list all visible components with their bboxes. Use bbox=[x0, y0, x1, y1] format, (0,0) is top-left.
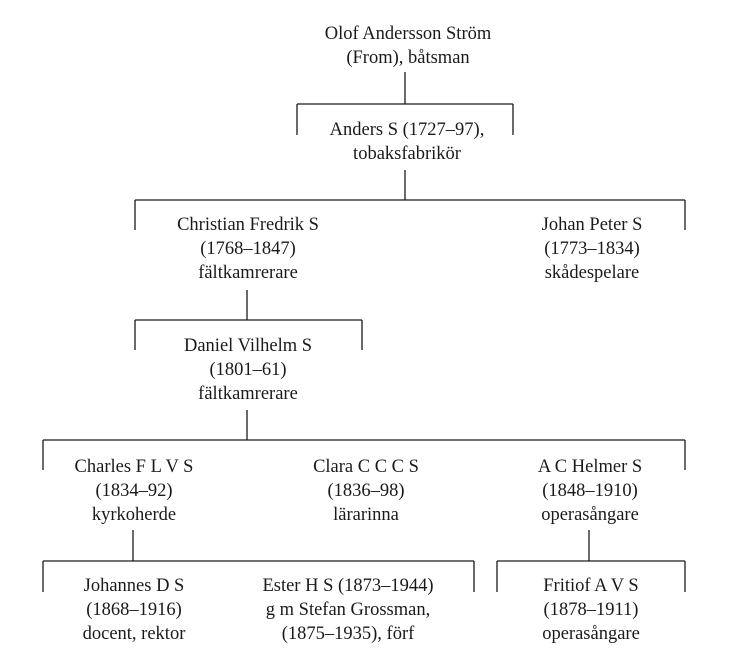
person-name: Clara C C C S bbox=[313, 457, 419, 477]
person-name: Christian Fredrik S bbox=[177, 215, 319, 235]
person-name: A C Helmer S bbox=[537, 457, 643, 477]
person-spouse-detail: (1875–1935), förf bbox=[281, 624, 415, 644]
person-daniel-vilhelm-s bbox=[184, 334, 312, 406]
person-christian-fredrik-s bbox=[177, 213, 319, 285]
person-anders-s bbox=[330, 118, 485, 166]
person-name: Fritiof A V S bbox=[543, 576, 639, 596]
person-name: Daniel Vilhelm S bbox=[183, 336, 313, 356]
person-johannes-d-s bbox=[83, 574, 186, 646]
person-occupation: kyrkoherde bbox=[91, 505, 177, 525]
person-name: Olof Andersson Ström bbox=[324, 24, 492, 44]
person-years: (1848–1910) bbox=[542, 481, 638, 501]
person-charles-f-l-v-s bbox=[75, 455, 194, 527]
person-years: (1801–61) bbox=[209, 360, 287, 380]
person-name: Charles F L V S bbox=[74, 457, 194, 477]
person-occupation: lärarinna bbox=[333, 505, 399, 525]
person-years: (1836–98) bbox=[327, 481, 405, 501]
person-ester-h-s bbox=[262, 574, 433, 646]
person-olof-andersson-strom bbox=[325, 22, 492, 70]
person-occupation: operasångare bbox=[541, 505, 639, 525]
person-years: (1773–1834) bbox=[544, 239, 640, 259]
person-occupation: fältkamrerare bbox=[198, 263, 298, 283]
person-johan-peter-s bbox=[542, 213, 643, 285]
person-name: Anders S (1727–97), bbox=[329, 120, 485, 140]
person-years: (1878–1911) bbox=[543, 600, 639, 620]
person-occupation: skådespelare bbox=[544, 263, 640, 283]
person-years: (1868–1916) bbox=[86, 600, 182, 620]
person-spouse: g m Stefan Grossman, bbox=[265, 600, 431, 620]
person-occupation: operasångare bbox=[542, 624, 640, 644]
person-name: Johan Peter S bbox=[541, 215, 643, 235]
person-occupation: tobaksfabrikör bbox=[353, 144, 461, 164]
person-occupation: fältkamrerare bbox=[198, 384, 298, 404]
person-clara-c-c-c-s bbox=[313, 455, 419, 527]
person-a-c-helmer-s bbox=[538, 455, 642, 527]
person-occupation: docent, rektor bbox=[82, 624, 186, 644]
person-name: Ester H S (1873–1944) bbox=[262, 576, 434, 596]
person-detail: (From), båtsman bbox=[346, 48, 470, 68]
person-name: Johannes D S bbox=[83, 576, 185, 596]
person-fritiof-a-v-s bbox=[542, 574, 640, 646]
person-years: (1834–92) bbox=[95, 481, 173, 501]
person-years: (1768–1847) bbox=[200, 239, 296, 259]
